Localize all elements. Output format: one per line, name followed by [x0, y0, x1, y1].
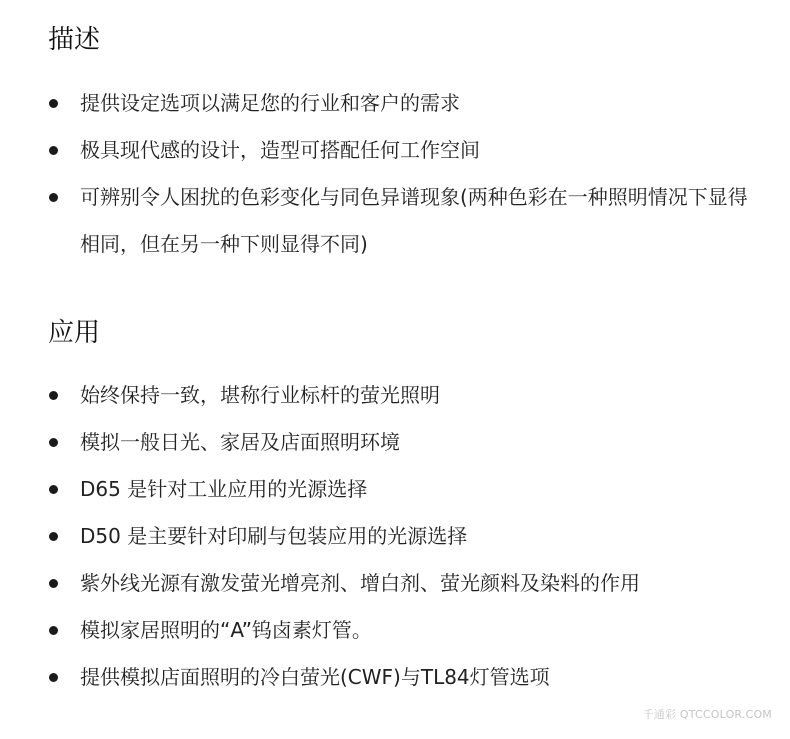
list-item — [0, 654, 790, 701]
list-item — [0, 372, 790, 419]
list-item-text: 模拟家居照明的“A”钨卤素灯管。 — [80, 618, 372, 642]
list-item — [0, 607, 790, 654]
list-item-text: D65 是针对工业应用的光源选择 — [80, 477, 368, 501]
bullet-icon — [49, 438, 58, 447]
list-item-text: 模拟一般日光、家居及店面照明环境 — [80, 430, 400, 454]
bullet-icon — [49, 485, 58, 494]
bullet-icon — [49, 193, 58, 202]
description-list — [0, 80, 790, 268]
list-item-text: D50 是主要针对印刷与包装应用的光源选择 — [80, 524, 468, 548]
list-item-text: 提供模拟店面照明的冷白萤光(CWF)与TL84灯管选项 — [80, 665, 550, 689]
application-heading: 应用 — [48, 318, 101, 348]
list-item-text: 极具现代感的设计，造型可搭配任何工作空间 — [80, 138, 480, 162]
list-item — [0, 513, 790, 560]
bullet-icon — [49, 99, 58, 108]
application-list — [0, 372, 790, 701]
bullet-icon — [49, 673, 58, 682]
bullet-icon — [49, 626, 58, 635]
bullet-icon — [49, 579, 58, 588]
list-item — [0, 466, 790, 513]
bullet-icon — [49, 391, 58, 400]
list-item — [0, 419, 790, 466]
list-item-text: 紫外线光源有激发萤光增亮剂、增白剂、萤光颜料及染料的作用 — [80, 571, 640, 595]
list-item — [0, 127, 790, 174]
bullet-icon — [49, 146, 58, 155]
list-item — [0, 174, 790, 268]
list-item — [0, 80, 790, 127]
list-item-text: 可辨别令人困扰的色彩变化与同色异谱现象(两种色彩在一种照明情况下显得相同，但在另一种下则显得不同) — [80, 185, 748, 256]
list-item-text: 始终保持一致，堪称行业标杆的萤光照明 — [80, 383, 440, 407]
list-item — [0, 560, 790, 607]
description-heading: 描述 — [48, 25, 101, 55]
bullet-icon — [49, 532, 58, 541]
watermark: 千通彩 QTCCOLOR.COM — [642, 708, 772, 721]
list-item-text: 提供设定选项以满足您的行业和客户的需求 — [80, 91, 460, 115]
